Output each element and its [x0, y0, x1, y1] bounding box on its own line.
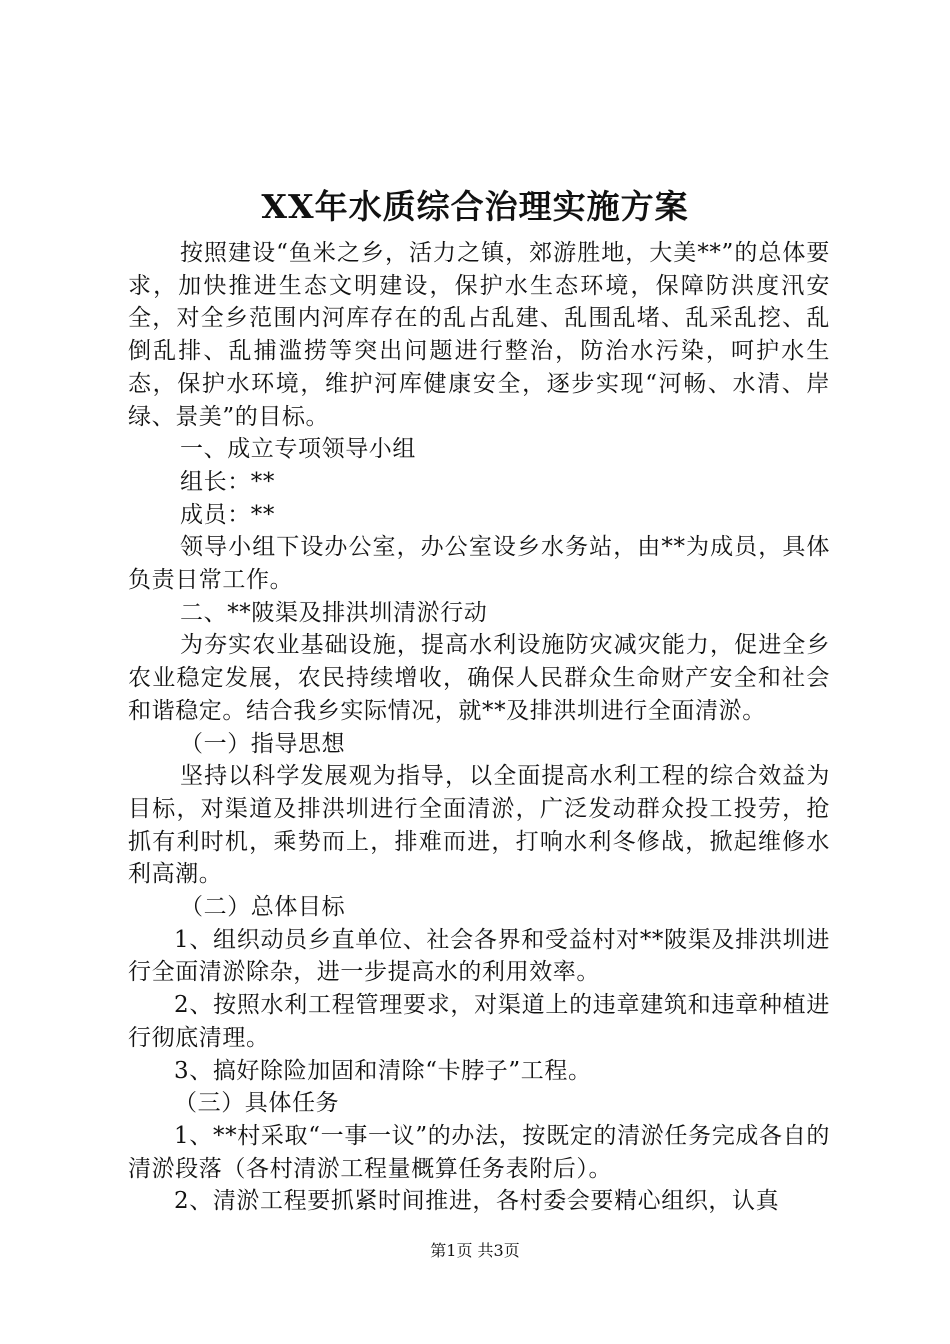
group-members-line: 成员：** [180, 501, 275, 528]
guiding-ideology-paragraph: 坚持以科学发展观为指导，以全面提高水利工程的综合效益为目标，对渠道及排洪圳进行全面清淤，广泛发动群众投工投劳，抢抓有利时机，乘势而上，排难而进，打响水利冬修战，掀起维修水利高潮。 [128, 763, 830, 888]
section-heading-dredging-action: 二、**陂渠及排洪圳清淤行动 [180, 599, 488, 626]
page-footer: 第1页 共3页 [430, 1241, 520, 1260]
task-item-1: 1、**村采取“一事一议”的办法，按既定的清淤任务完成各自的清淤段落（各村清淤工程量概算任务表附后）。 [128, 1122, 830, 1182]
office-paragraph: 领导小组下设办公室，办公室设乡水务站，由**为成员，具体负责日常工作。 [128, 534, 830, 594]
subheading-specific-tasks: （三）具体任务 [174, 1090, 340, 1117]
document-body [128, 237, 830, 1218]
section-heading-leadership-group: 一、成立专项领导小组 [180, 436, 416, 463]
subheading-overall-goals: （二）总体目标 [180, 894, 346, 921]
goal-item-1: 1、组织动员乡直单位、社会各界和受益村对**陂渠及排洪圳进行全面清淤除杂，进一步提高水的利用效率。 [128, 926, 830, 986]
task-item-2: 2、清淤工程要抓紧时间推进，各村委会要精心组织，认真 [174, 1188, 780, 1215]
goal-item-2: 2、按照水利工程管理要求，对渠道上的违章建筑和违章种植进行彻底清理。 [128, 992, 830, 1051]
document-title: XX年水质综合治理实施方案 [261, 187, 689, 226]
subheading-guiding-ideology: （一）指导思想 [180, 730, 346, 757]
goal-item-3: 3、搞好除险加固和清除“卡脖子”工程。 [174, 1057, 592, 1084]
intro-paragraph: 按照建设“鱼米之乡，活力之镇，郊游胜地，大美**”的总体要求，加快推进生态文明建设，保护水生态环境，保障防洪度汛安全，对全乡范围内河库存在的乱占乱建、乱围乱堵、乱采乱挖、乱倒乱排、乱捕滥捞等突出问题进行整治，防治水污染，呵护水生态，保护水环境，维护河库健康安全，逐步实现“河畅、水清、岸绿、景美”的目标。 [128, 240, 830, 430]
dredging-purpose-paragraph: 为夯实农业基础设施，提高水利设施防灾减灾能力，促进全乡农业稳定发展，农民持续增收，确保人民群众生命财产安全和社会和谐稳定。结合我乡实际情况，就**及排洪圳进行全面清淤。 [128, 632, 830, 724]
group-leader-line: 组长：** [180, 468, 275, 495]
